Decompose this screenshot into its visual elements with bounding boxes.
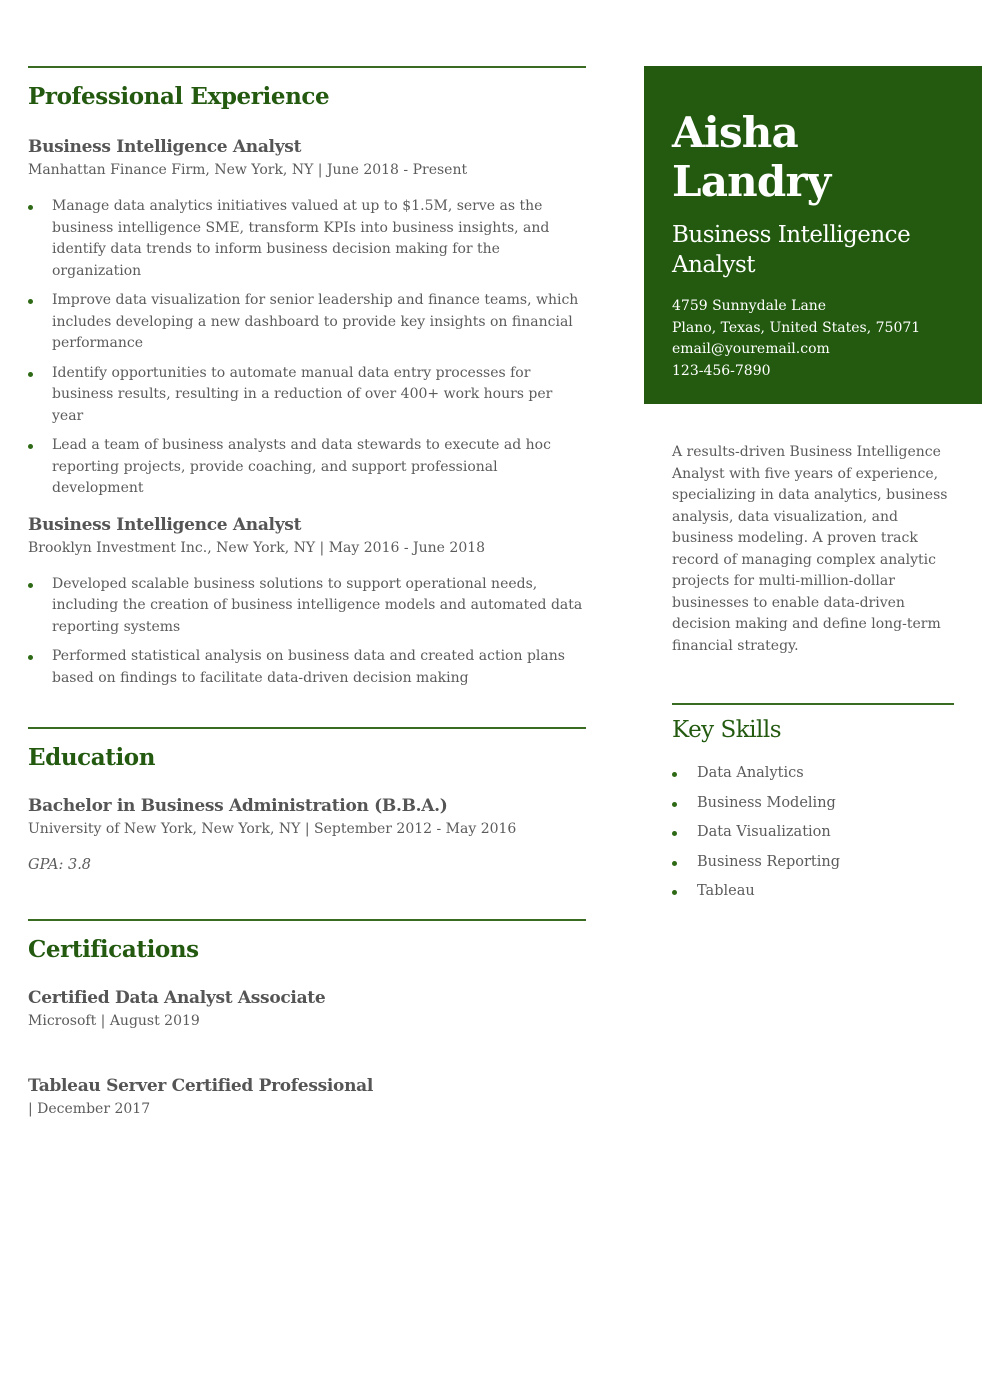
- bullet-dot-icon: [672, 831, 677, 836]
- bullet-dot-icon: [672, 890, 677, 895]
- certification-title: Tableau Server Certified Professional: [28, 1076, 373, 1096]
- email[interactable]: email@youremail.com: [672, 341, 830, 357]
- degree-title: Bachelor in Business Administration (B.B.A.): [28, 796, 448, 816]
- bullet-dot-icon: [672, 861, 677, 866]
- experience-heading: Professional Experience: [28, 83, 330, 110]
- job-entry: [28, 136, 586, 500]
- bullet-dot-icon: [28, 205, 33, 210]
- skills-list: [672, 763, 954, 902]
- list-item: Manage data analytics initiatives valued at up to $1.5M, serve as the business intelligence SME, transform KPIs into business insights, and identify data trends to inform business decision making for the organization: [28, 196, 586, 282]
- bullet-dot-icon: [28, 299, 33, 304]
- bullet-dot-icon: [28, 655, 33, 660]
- section-divider: [28, 919, 586, 921]
- certification-details: Microsoft | August 2019: [28, 1013, 200, 1029]
- section-divider: [672, 703, 954, 705]
- address-line: 4759 Sunnydale Lane: [672, 298, 827, 314]
- address-line: Plano, Texas, United States, 75071: [672, 319, 921, 336]
- bullet-dot-icon: [672, 772, 677, 777]
- certification-entry: [28, 987, 586, 1031]
- list-item: Developed scalable business solutions to support operational needs, including the creation of business intelligence models and automated data reporting systems: [28, 574, 586, 639]
- bullet-dot-icon: [672, 802, 677, 807]
- sidebar-column: [644, 66, 982, 911]
- list-item: Data Analytics: [672, 763, 954, 784]
- list-item: Lead a team of business analysts and data stewards to execute ad hoc reporting projects, provide coaching, and support professional development: [28, 435, 586, 500]
- role-line: Business Intelligence: [672, 222, 911, 248]
- education-section: [28, 727, 586, 873]
- last-name: Landry: [672, 157, 831, 206]
- professional-summary: A results-driven Business Intelligence Analyst with five years of experience, specializing in data analytics, business analysis, data visualization, and business modeling. A proven track record of managing complex analytic projects for multi-million-dollar businesses to enable data-driven decision making and define long-term financial strategy.: [672, 444, 948, 654]
- section-divider: [28, 66, 586, 68]
- candidate-role: [672, 220, 962, 280]
- skills-section: [672, 703, 954, 902]
- first-name: Aisha: [672, 108, 798, 157]
- contact-info: [672, 296, 962, 382]
- job-title: Business Intelligence Analyst: [28, 514, 302, 535]
- education-entry: [28, 795, 586, 873]
- list-item: Business Modeling: [672, 793, 954, 814]
- candidate-name: [672, 108, 962, 206]
- list-item: Improve data visualization for senior leadership and finance teams, which includes developing a new dashboard to provide key insights on financial performance: [28, 290, 586, 355]
- job-entry: [28, 514, 586, 690]
- role-line: Analyst: [672, 252, 756, 278]
- section-divider: [28, 727, 586, 729]
- name-header: [644, 66, 982, 404]
- school-details: University of New York, New York, NY | September 2012 - May 2016: [28, 821, 517, 837]
- experience-section: [28, 66, 586, 689]
- list-item: Business Reporting: [672, 852, 954, 873]
- certification-entry: [28, 1075, 586, 1119]
- list-item: Performed statistical analysis on business data and created action plans based on findings to facilitate data-driven decision making: [28, 646, 586, 689]
- main-column: [28, 66, 586, 1119]
- list-item: Tableau: [672, 881, 954, 902]
- skills-heading: Key Skills: [672, 717, 782, 743]
- job-details: Brooklyn Investment Inc., New York, NY | May 2016 - June 2018: [28, 539, 486, 556]
- job-details: Manhattan Finance Firm, New York, NY | June 2018 - Present: [28, 162, 468, 178]
- list-item: Data Visualization: [672, 822, 954, 843]
- list-item: Identify opportunities to automate manual data entry processes for business results, resulting in a reduction of over 400+ work hours per year: [28, 363, 586, 428]
- bullet-dot-icon: [28, 372, 33, 377]
- bullet-dot-icon: [28, 583, 33, 588]
- job-bullets: [28, 574, 586, 690]
- phone: 123-456-7890: [672, 362, 771, 379]
- certification-details: | December 2017: [28, 1101, 151, 1117]
- bullet-dot-icon: [28, 444, 33, 449]
- certification-title: Certified Data Analyst Associate: [28, 988, 326, 1008]
- certifications-section: [28, 919, 586, 1119]
- education-heading: Education: [28, 744, 156, 771]
- job-title: Business Intelligence Analyst: [28, 137, 302, 157]
- certifications-heading: Certifications: [28, 936, 199, 963]
- gpa: GPA: 3.8: [28, 857, 92, 873]
- job-bullets: [28, 196, 586, 500]
